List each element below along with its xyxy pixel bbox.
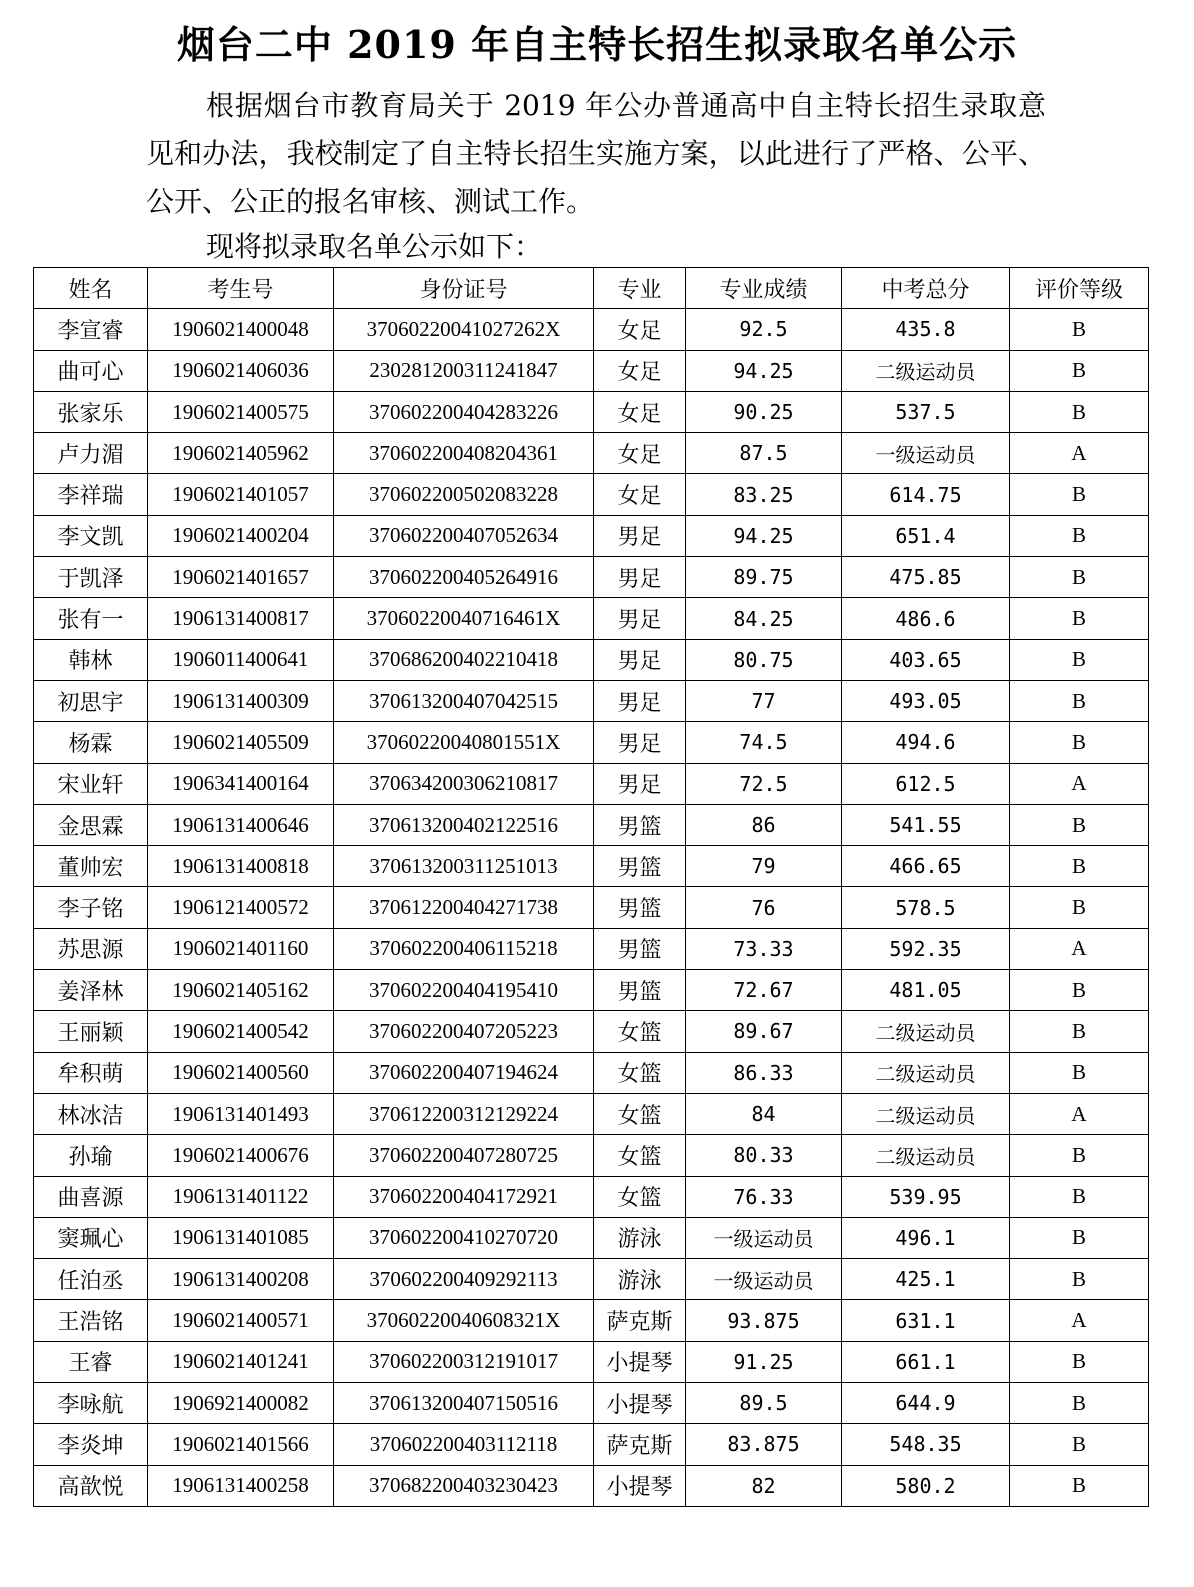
cell-total-score: 493.05 [842,680,1010,721]
cell-total-score: 539.95 [842,1176,1010,1217]
cell-id-number: 370602200403112118 [334,1424,594,1465]
cell-exam-number: 1906021405509 [148,722,334,763]
cell-grade: B [1010,639,1149,680]
table-row [34,763,1149,804]
cell-exam-number: 1906021400571 [148,1300,334,1341]
cell-major-score: 93.875 [686,1300,842,1341]
table-row [34,722,1149,763]
cell-major: 女篮 [594,1011,686,1052]
table-row [34,1465,1149,1506]
cell-exam-number: 1906341400164 [148,763,334,804]
cell-id-number: 370613200407150516 [334,1383,594,1424]
cell-total-score: 403.65 [842,639,1010,680]
table-row [34,1424,1149,1465]
cell-major: 小提琴 [594,1341,686,1382]
cell-student-name: 窦珮心 [34,1217,148,1258]
cell-exam-number: 1906131400258 [148,1465,334,1506]
intro-paragraph: 根据烟台市教育局关于 2019 年公办普通高中自主特长招生录取意见和办法，我校制定了自主特长招生实施方案，以此进行了严格、公平、公开、公正的报名审核、测试工作。 [146,89,1046,218]
cell-exam-number: 1906021400575 [148,391,334,432]
cell-id-number: 230281200311241847 [334,350,594,391]
cell-grade: B [1010,1176,1149,1217]
cell-grade: B [1010,1217,1149,1258]
cell-exam-number: 1906021401657 [148,557,334,598]
cell-student-name: 卢力湄 [34,433,148,474]
cell-major-score: 72.67 [686,970,842,1011]
cell-exam-number: 1906021405162 [148,970,334,1011]
cell-id-number: 370602200405264916 [334,557,594,598]
cell-grade: B [1010,391,1149,432]
cell-student-name: 苏思源 [34,928,148,969]
cell-major-score: 87.5 [686,433,842,474]
table-row [34,557,1149,598]
cell-grade: B [1010,350,1149,391]
cell-total-score: 二级运动员 [842,350,1010,391]
cell-student-name: 孙瑜 [34,1135,148,1176]
cell-major-score: 89.67 [686,1011,842,1052]
cell-exam-number: 1906921400082 [148,1383,334,1424]
cell-id-number: 37060220040801551X [334,722,594,763]
cell-id-number: 370602200312191017 [334,1341,594,1382]
cell-id-number: 37060220041027262X [334,309,594,350]
table-row [34,970,1149,1011]
cell-major: 男篮 [594,846,686,887]
cell-total-score: 486.6 [842,598,1010,639]
cell-exam-number: 1906131400817 [148,598,334,639]
cell-major: 小提琴 [594,1465,686,1506]
cell-major: 女足 [594,350,686,391]
table-row [34,804,1149,845]
table-row [34,515,1149,556]
cell-exam-number: 1906021406036 [148,350,334,391]
table-row [34,350,1149,391]
cell-student-name: 高歆悦 [34,1465,148,1506]
table-row [34,391,1149,432]
cell-exam-number: 1906131400646 [148,804,334,845]
cell-total-score: 592.35 [842,928,1010,969]
cell-major-score: 一级运动员 [686,1259,842,1300]
cell-total-score: 612.5 [842,763,1010,804]
table-row [34,887,1149,928]
cell-total-score: 466.65 [842,846,1010,887]
table-header-row [34,268,1149,309]
cell-id-number: 370682200403230423 [334,1465,594,1506]
cell-exam-number: 1906021405962 [148,433,334,474]
cell-id-number: 370602200404283226 [334,391,594,432]
cell-total-score: 580.2 [842,1465,1010,1506]
cell-total-score: 二级运动员 [842,1011,1010,1052]
table-row [34,1383,1149,1424]
cell-id-number: 370602200407205223 [334,1011,594,1052]
header-name: 姓名 [34,268,148,309]
table-row [34,846,1149,887]
cell-major-score: 86.33 [686,1052,842,1093]
cell-student-name: 张有一 [34,598,148,639]
cell-student-name: 李咏航 [34,1383,148,1424]
cell-grade: B [1010,1424,1149,1465]
cell-student-name: 王浩铭 [34,1300,148,1341]
cell-total-score: 475.85 [842,557,1010,598]
cell-major: 男足 [594,598,686,639]
cell-exam-number: 1906021401241 [148,1341,334,1382]
cell-major: 男足 [594,763,686,804]
cell-grade: B [1010,1465,1149,1506]
cell-student-name: 初思宇 [34,680,148,721]
cell-major-score: 79 [686,846,842,887]
cell-grade: B [1010,1383,1149,1424]
cell-major-score: 83.875 [686,1424,842,1465]
cell-major: 女篮 [594,1052,686,1093]
cell-exam-number: 1906021401566 [148,1424,334,1465]
cell-student-name: 李祥瑞 [34,474,148,515]
cell-exam-number: 1906011400641 [148,639,334,680]
cell-id-number: 370613200311251013 [334,846,594,887]
cell-major: 女足 [594,474,686,515]
cell-total-score: 二级运动员 [842,1052,1010,1093]
cell-grade: B [1010,309,1149,350]
cell-major-score: 94.25 [686,350,842,391]
cell-grade: B [1010,804,1149,845]
cell-major-score: 90.25 [686,391,842,432]
cell-grade: A [1010,1300,1149,1341]
table-row [34,1052,1149,1093]
cell-grade: B [1010,722,1149,763]
cell-id-number: 370612200404271738 [334,887,594,928]
cell-student-name: 杨霖 [34,722,148,763]
cell-major-score: 73.33 [686,928,842,969]
cell-grade: B [1010,680,1149,721]
cell-total-score: 541.55 [842,804,1010,845]
cell-major-score: 76.33 [686,1176,842,1217]
cell-grade: B [1010,1052,1149,1093]
cell-exam-number: 1906021401057 [148,474,334,515]
cell-grade: B [1010,515,1149,556]
cell-total-score: 614.75 [842,474,1010,515]
table-row [34,1093,1149,1134]
cell-grade: B [1010,474,1149,515]
cell-id-number: 370602200407052634 [334,515,594,556]
cell-major-score: 89.5 [686,1383,842,1424]
cell-id-number: 37060220040608321X [334,1300,594,1341]
cell-id-number: 370612200312129224 [334,1093,594,1134]
cell-major-score: 77 [686,680,842,721]
cell-id-number: 370602200404195410 [334,970,594,1011]
cell-grade: A [1010,433,1149,474]
cell-total-score: 651.4 [842,515,1010,556]
cell-grade: A [1010,1093,1149,1134]
cell-student-name: 王丽颖 [34,1011,148,1052]
cell-id-number: 370686200402210418 [334,639,594,680]
cell-major-score: 80.33 [686,1135,842,1176]
cell-major-score: 83.25 [686,474,842,515]
cell-student-name: 李子铭 [34,887,148,928]
cell-exam-number: 1906131401122 [148,1176,334,1217]
cell-total-score: 一级运动员 [842,433,1010,474]
cell-grade: B [1010,557,1149,598]
cell-student-name: 李文凯 [34,515,148,556]
cell-major: 女足 [594,433,686,474]
cell-student-name: 李宣睿 [34,309,148,350]
cell-exam-number: 1906131401085 [148,1217,334,1258]
cell-id-number: 370602200407194624 [334,1052,594,1093]
table-row [34,1341,1149,1382]
cell-total-score: 481.05 [842,970,1010,1011]
cell-total-score: 548.35 [842,1424,1010,1465]
cell-exam-number: 1906121400572 [148,887,334,928]
cell-major: 男足 [594,557,686,598]
cell-major: 男篮 [594,887,686,928]
cell-major: 男篮 [594,928,686,969]
cell-total-score: 631.1 [842,1300,1010,1341]
cell-id-number: 370602200407280725 [334,1135,594,1176]
cell-student-name: 牟积萌 [34,1052,148,1093]
cell-total-score: 435.8 [842,309,1010,350]
cell-major: 游泳 [594,1217,686,1258]
cell-major-score: 92.5 [686,309,842,350]
cell-student-name: 王睿 [34,1341,148,1382]
header-total-score: 中考总分 [842,268,1010,309]
page-title: 烟台二中 2019 年自主特长招生拟录取名单公示 [176,22,1018,67]
cell-exam-number: 1906021400048 [148,309,334,350]
cell-grade: B [1010,887,1149,928]
table-row [34,680,1149,721]
table-row [34,1259,1149,1300]
admission-table [33,267,1149,1507]
cell-student-name: 林冰洁 [34,1093,148,1134]
cell-total-score: 494.6 [842,722,1010,763]
cell-major-score: 84.25 [686,598,842,639]
cell-major-score: 76 [686,887,842,928]
header-grade: 评价等级 [1010,268,1149,309]
cell-major: 男足 [594,639,686,680]
cell-major: 女篮 [594,1093,686,1134]
cell-id-number: 370602200404172921 [334,1176,594,1217]
cell-major: 男足 [594,515,686,556]
cell-total-score: 578.5 [842,887,1010,928]
cell-student-name: 李炎坤 [34,1424,148,1465]
cell-id-number: 370613200407042515 [334,680,594,721]
table-row [34,309,1149,350]
cell-exam-number: 1906021401160 [148,928,334,969]
cell-student-name: 曲喜源 [34,1176,148,1217]
cell-id-number: 370613200402122516 [334,804,594,845]
table-row [34,1135,1149,1176]
cell-grade: A [1010,928,1149,969]
cell-student-name: 姜泽林 [34,970,148,1011]
cell-id-number: 370602200408204361 [334,433,594,474]
cell-id-number: 370634200306210817 [334,763,594,804]
cell-grade: B [1010,1135,1149,1176]
cell-total-score: 496.1 [842,1217,1010,1258]
cell-student-name: 董帅宏 [34,846,148,887]
cell-major-score: 94.25 [686,515,842,556]
cell-major-score: 一级运动员 [686,1217,842,1258]
cell-major: 女篮 [594,1176,686,1217]
cell-exam-number: 1906021400542 [148,1011,334,1052]
cell-grade: B [1010,1341,1149,1382]
cell-major: 女篮 [594,1135,686,1176]
cell-id-number: 370602200409292113 [334,1259,594,1300]
table-row [34,639,1149,680]
cell-major: 男足 [594,680,686,721]
table-row [34,1217,1149,1258]
cell-id-number: 370602200410270720 [334,1217,594,1258]
cell-major: 男篮 [594,970,686,1011]
cell-major-score: 91.25 [686,1341,842,1382]
list-lead-text: 现将拟录取名单公示如下： [206,230,543,263]
table-body [34,309,1149,1507]
cell-major-score: 89.75 [686,557,842,598]
cell-total-score: 425.1 [842,1259,1010,1300]
cell-exam-number: 1906021400560 [148,1052,334,1093]
cell-exam-number: 1906131400208 [148,1259,334,1300]
cell-student-name: 曲可心 [34,350,148,391]
cell-grade: B [1010,1011,1149,1052]
header-exam-number: 考生号 [148,268,334,309]
cell-student-name: 韩林 [34,639,148,680]
cell-total-score: 661.1 [842,1341,1010,1382]
cell-exam-number: 1906131401493 [148,1093,334,1134]
header-id-number: 身份证号 [334,268,594,309]
cell-major: 游泳 [594,1259,686,1300]
cell-major: 萨克斯 [594,1300,686,1341]
cell-grade: B [1010,598,1149,639]
cell-id-number: 370602200406115218 [334,928,594,969]
cell-exam-number: 1906131400818 [148,846,334,887]
cell-total-score: 644.9 [842,1383,1010,1424]
cell-student-name: 宋业轩 [34,763,148,804]
cell-total-score: 537.5 [842,391,1010,432]
cell-major-score: 72.5 [686,763,842,804]
cell-id-number: 370602200502083228 [334,474,594,515]
cell-major: 女足 [594,391,686,432]
cell-major: 小提琴 [594,1383,686,1424]
cell-exam-number: 1906021400676 [148,1135,334,1176]
cell-exam-number: 1906131400309 [148,680,334,721]
table-row [34,1300,1149,1341]
table-row [34,433,1149,474]
table-row [34,1176,1149,1217]
cell-exam-number: 1906021400204 [148,515,334,556]
cell-grade: B [1010,1259,1149,1300]
cell-grade: A [1010,763,1149,804]
cell-major-score: 80.75 [686,639,842,680]
table-row [34,928,1149,969]
header-major: 专业 [594,268,686,309]
cell-total-score: 二级运动员 [842,1093,1010,1134]
cell-id-number: 37060220040716461X [334,598,594,639]
cell-major: 女足 [594,309,686,350]
cell-major: 男篮 [594,804,686,845]
cell-major-score: 84 [686,1093,842,1134]
cell-grade: B [1010,846,1149,887]
cell-major: 男足 [594,722,686,763]
table-row [34,474,1149,515]
cell-major: 萨克斯 [594,1424,686,1465]
cell-student-name: 于凯泽 [34,557,148,598]
cell-major-score: 86 [686,804,842,845]
table-row [34,598,1149,639]
cell-grade: B [1010,970,1149,1011]
cell-major-score: 82 [686,1465,842,1506]
cell-student-name: 张家乐 [34,391,148,432]
header-major-score: 专业成绩 [686,268,842,309]
cell-major-score: 74.5 [686,722,842,763]
cell-student-name: 金思霖 [34,804,148,845]
cell-total-score: 二级运动员 [842,1135,1010,1176]
table-row [34,1011,1149,1052]
cell-student-name: 任泊丞 [34,1259,148,1300]
